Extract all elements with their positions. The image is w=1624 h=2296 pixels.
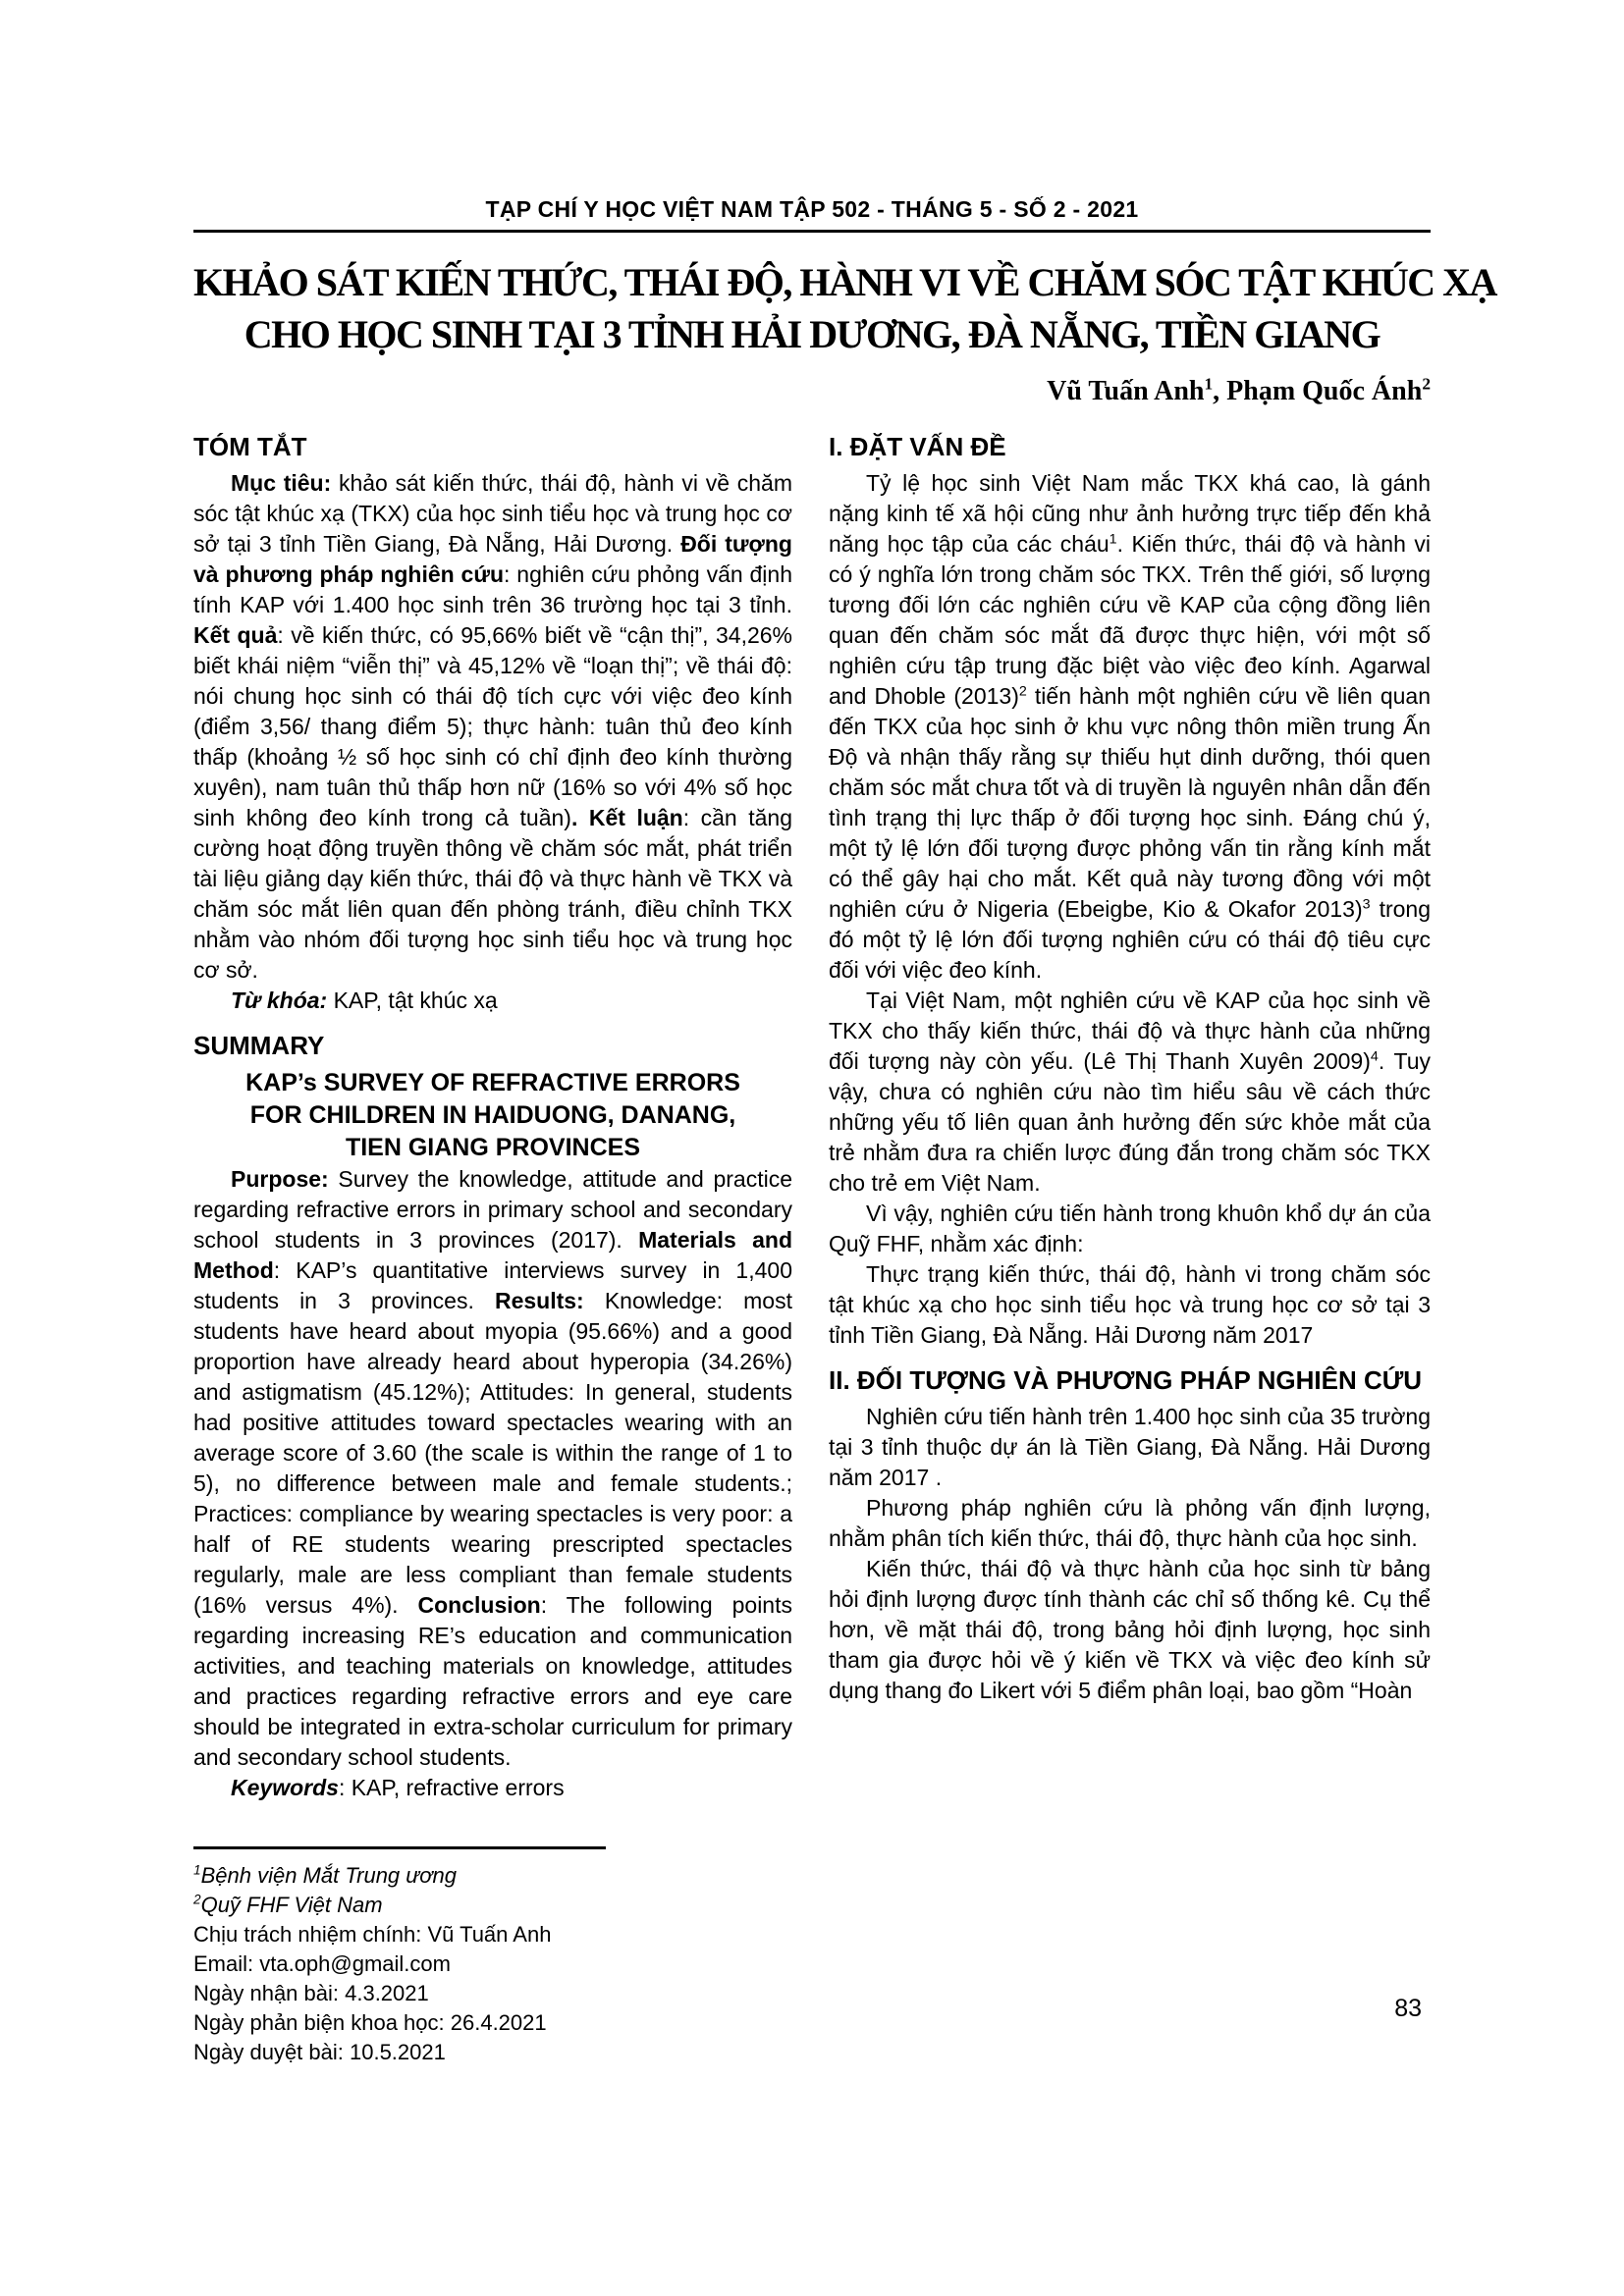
footnote-rule (193, 1846, 606, 1849)
header-rule (193, 230, 1431, 233)
footnote-block (193, 1846, 792, 2067)
section1-paragraphs (829, 468, 1431, 1351)
paragraph: Kiến thức, thái độ và thực hành của học sinh từ bảng hỏi định lượng được tính thành các chỉ số thống kê. Cụ thể hơn, về mặt thái độ, trong bảng hỏi định lượng, học sinh tham gia được hỏi về ý kiến về TKX và việc đeo kính sử dụng thang đo Likert với 5 điểm phân loại, bao gồm “Hoàn (829, 1556, 1431, 1703)
paragraph: Tỷ lệ học sinh Việt Nam mắc TKX khá cao, là gánh nặng kinh tế xã hội cũng như ảnh hưởng trực tiếp đến khả năng học tập của các cháu$^1$. Kiến thức, thái độ và hành vi có ý nghĩa lớn trong chăm sóc TKX. Trên thế giới, số lượng tương đối lớn các nghiên cứu về KAP của cộng đồng liên quan đến chăm sóc mắt đã được thực hiện, với một số nghiên cứu tập trung đặc biệt vào việc đeo kính. Agarwal and Dhoble $(2013)^2$ tiến hành một nghiên cứu về liên quan đến TKX của học sinh ở khu vực nông thôn miền trung Ấn Độ và nhận thấy rằng sự thiếu hụt dinh dưỡng, thói quen chăm sóc mắt chưa tốt và di truyền là nguyên nhân dẫn đến tình trạng thị lực thấp ở đối tượng học sinh. Đáng chú ý, một tỷ lệ lớn đối tượng được phỏng vấn tin rằng kính mắt có thể gây hại cho mắt. Kết quả này tương đồng với một nghiên cứu ở Nigeria (Ebeigbe, Kio & Okafor 2013)$^3$ trong đó một tỷ lệ lớn đối tượng nghiên cứu có thái độ tiêu cực đối với việc đeo kính. (829, 470, 1432, 983)
section2-paragraphs (829, 1402, 1431, 1706)
summary-heading: SUMMARY (193, 1031, 325, 1060)
section2-heading: II. ĐỐI TƯỢNG VÀ PHƯƠNG PHÁP NGHIÊN CỨU (829, 1365, 1423, 1395)
article-title-line1: KHẢO SÁT KIẾN THỨC, THÁI ĐỘ, HÀNH VI VỀ CHĂM SÓC TẬT KHÚC XẠ (193, 260, 1496, 304)
paragraph: Chịu trách nhiệm chính: Vũ Tuấn Anh (193, 1922, 552, 1947)
tom-tat-heading: TÓM TẮT (193, 432, 307, 461)
keywords-line: Keywords: KAP, refractive errors (231, 1775, 565, 1800)
section1-heading: I. ĐẶT VẤN ĐỀ (829, 432, 1006, 461)
paragraph: Ngày duyệt bài: 10.5.2021 (193, 2040, 446, 2064)
paragraph: Ngày phản biện khoa học: 26.4.2021 (193, 2010, 547, 2035)
article-title-line2: CHO HỌC SINH TẠI 3 TỈNH HẢI DƯƠNG, ĐÀ NẴNG, TIỀN GIANG (244, 312, 1380, 356)
paragraph: Nghiên cứu tiến hành trên 1.400 học sinh của 35 trường tại 3 tỉnh thuộc dự án là Tiền Giang, Đà Nẵng. Hải Dương năm 2017 . (829, 1404, 1431, 1490)
footnote-lines (193, 1861, 792, 2067)
paragraph: Ngày nhận bài: 4.3.2021 (193, 1981, 429, 2005)
article-title (193, 256, 1496, 360)
journal-header: TẠP CHÍ Y HỌC VIỆT NAM TẬP 502 - THÁNG 5 - SỐ 2 - 2021 (485, 196, 1139, 222)
column-left (193, 431, 792, 2067)
paragraph: $^1$Bệnh viện Mắt Trung ương (193, 1862, 457, 1888)
page-number: 83 (1394, 1995, 1422, 2022)
paragraph: Thực trạng kiến thức, thái độ, hành vi trong chăm sóc tật khúc xạ cho học sinh tiểu học và trung học cơ sở tại 3 tỉnh Tiền Giang, Đà Nẵng. Hải Dương năm 2017 (829, 1261, 1431, 1348)
authors-line: Vũ Tuấn Anh$^1$, Phạm Quốc Ánh$^2$ (1047, 374, 1431, 406)
paragraph: Email: vta.oph@gmail.com (193, 1951, 451, 1976)
subtitle-line: TIEN GIANG PROVINCES (345, 1134, 641, 1161)
english-subtitle (193, 1067, 792, 1164)
abstract-paragraph-vi: Mục tiêu: khảo sát kiến thức, thái độ, hành vi về chăm sóc tật khúc xạ (TKX) của học sinh tiểu học và trung học cơ sở tại 3 tỉnh Tiền Giang, Đà Nẵng, Hải Dương. Đối tượng và phương pháp nghiên cứu: nghiên cứu phỏng vấn định tính KAP với 1.400 học sinh trên 36 trường học tại 3 tỉnh. Kết quả: về kiến thức, có 95,66% biết về “cận thị”, 34,26% biết khái niệm “viễn thị” và 45,12% về “loạn thị”; về thái độ: nói chung học sinh có thái độ tích cực với việc đeo kính (điểm 3,56/ thang điểm 5); thực hành: tuân thủ đeo kính thấp (khoảng ½ số học sinh có chỉ định đeo kính thường xuyên), nam tuân thủ thấp hơn nữ (16% so với 4% số học sinh không đeo kính trong cả tuần). Kết luận: cần tăng cường hoạt động truyền thông về chăm sóc mắt, phát triển tài liệu giảng dạy kiến thức, thái độ và thực hành về TKX và chăm sóc mắt liên quan đến phòng tránh, điều chỉnh TKX nhằm vào nhóm đối tượng học sinh tiểu học và trung học cơ sở. (193, 470, 793, 983)
paragraph: Phương pháp nghiên cứu là phỏng vấn định lượng, nhằm phân tích kiến thức, thái độ, thực hành của học sinh. (829, 1495, 1431, 1551)
page-content (193, 196, 1496, 2067)
subtitle-line: KAP’s SURVEY OF REFRACTIVE ERRORS (245, 1069, 740, 1096)
two-column-body (193, 431, 1431, 2067)
column-right (829, 431, 1431, 1706)
paragraph: $^2$Quỹ FHF Việt Nam (193, 1892, 383, 1917)
paragraph: Vì vậy, nghiên cứu tiến hành trong khuôn khổ dự án của Quỹ FHF, nhằm xác định: (829, 1201, 1431, 1256)
tu-khoa-line: Từ khóa: KAP, tật khúc xạ (231, 988, 498, 1013)
abstract-paragraph-en: Purpose: Survey the knowledge, attitude and practice regarding refractive errors in primary school and secondary school students in 3 provinces (2017). Materials and Method: KAP’s quantitative interviews survey in 1,400 students in 3 provinces. Results: Knowledge: most students have heard about myopia (95.66%) and a good proportion have already heard about hyperopia (34.26%) and astigmatism (45.12%); Attitudes: In general, students had positive attitudes toward spectacles wearing with an average score of 3.60 (the scale is within the range of 1 to 5), no difference between male and female students.; Practices: compliance by wearing spectacles is very poor: a half of RE students wearing prescripted spectacles regularly, male are less compliant than female students (16% versus 4%). Conclusion: The following points regarding increasing RE’s education and communication activities, and teaching materials on knowledge, attitudes and practices regarding refractive errors and eye care should be integrated in extra-scholar curriculum for primary and secondary school students. (193, 1166, 792, 1770)
subtitle-line: FOR CHILDREN IN HAIDUONG, DANANG, (249, 1101, 736, 1129)
paragraph: Tại Việt Nam, một nghiên cứu về KAP của học sinh về TKX cho thấy kiến thức, thái độ và thực hành của những đối tượng này còn yếu. (Lê Thị Thanh Xuyên 2009)$^4$. Tuy vậy, chưa có nghiên cứu nào tìm hiểu sâu về cách thức những yếu tố liên quan ảnh hưởng đến sức khỏe mắt của trẻ nhằm đưa ra chiến lược đúng đắn trong chăm sóc TKX cho trẻ em Việt Nam. (829, 988, 1431, 1196)
